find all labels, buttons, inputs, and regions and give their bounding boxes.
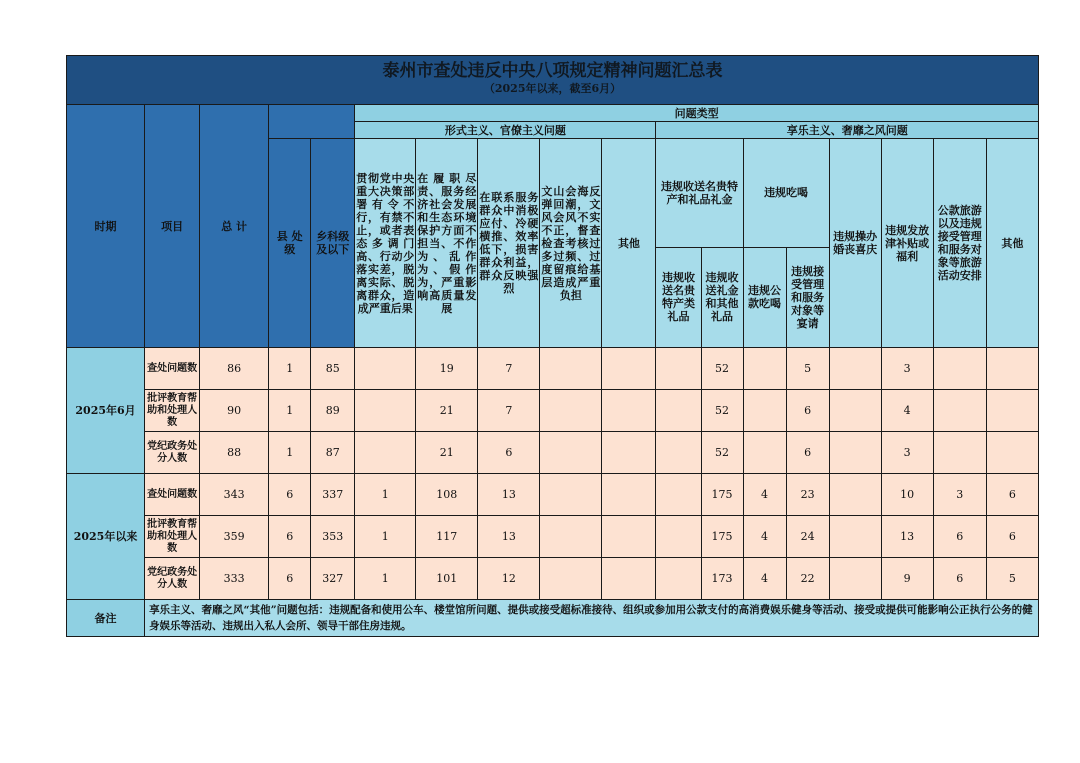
value-cell: 6 [786,390,829,432]
value-cell: 13 [478,474,540,516]
item-cell: 批评教育帮助和处理人数 [145,516,200,558]
value-cell [986,348,1038,390]
value-cell: 4 [743,516,786,558]
header-eating: 违规吃喝 [743,139,829,248]
value-cell: 6 [986,516,1038,558]
header-total: 总 计 [200,105,269,348]
header-travel: 公款旅游以及违规接受管理和服务对象等旅游活动安排 [933,139,986,348]
header-blank [269,105,355,139]
value-cell: 108 [416,474,478,516]
value-cell: 175 [701,474,743,516]
value-cell: 3 [881,432,933,474]
value-cell: 89 [311,390,355,432]
value-cell: 1 [269,390,311,432]
value-cell [986,432,1038,474]
value-cell: 5 [986,558,1038,600]
value-cell: 173 [701,558,743,600]
value-cell [602,516,656,558]
header-township-level: 乡科级及以下 [311,139,355,348]
header-county-level: 县 处 级 [269,139,311,348]
value-cell: 5 [786,348,829,390]
header-allowance: 违规发放津补贴或福利 [881,139,933,348]
value-cell: 7 [478,390,540,432]
value-cell [656,390,701,432]
value-cell: 23 [786,474,829,516]
title-block [66,55,1039,104]
value-cell: 21 [416,432,478,474]
value-cell [743,348,786,390]
value-cell: 6 [269,516,311,558]
item-cell: 查处问题数 [145,474,200,516]
value-cell: 87 [311,432,355,474]
value-cell [656,474,701,516]
page-subtitle: （2025年以来，截至6月） [483,82,622,95]
value-cell [656,516,701,558]
value-cell: 13 [881,516,933,558]
value-cell [656,558,701,600]
value-cell [829,474,881,516]
value-cell [540,558,602,600]
value-cell [602,348,656,390]
value-cell [829,390,881,432]
header-issue-type: 问题类型 [355,105,1039,122]
value-cell [540,432,602,474]
table-row [67,348,1039,390]
value-cell [933,390,986,432]
value-cell: 1 [269,432,311,474]
value-cell: 88 [200,432,269,474]
value-cell: 1 [355,474,416,516]
value-cell [829,432,881,474]
header-gift-money: 违规收送礼金和其他礼品 [701,247,743,347]
value-cell: 175 [701,516,743,558]
table-row [67,558,1039,600]
item-cell: 党纪政务处分人数 [145,558,200,600]
note-text: 享乐主义、奢靡之风“其他”问题包括：违规配备和使用公车、楼堂馆所问题、提供或接受超标准接待、组织或参加用公款支付的高消费娱乐健身等活动、接受或提供可能影响公正执行公务的健身娱乐等活动、违规出入私人会所、领导干部住房违规。 [145,600,1039,637]
value-cell: 327 [311,558,355,600]
header-eat-public: 违规公款吃喝 [743,247,786,347]
value-cell [602,474,656,516]
value-cell: 1 [355,558,416,600]
header-formalism-1 [355,139,416,348]
value-cell: 24 [786,516,829,558]
value-cell: 12 [478,558,540,600]
value-cell: 6 [933,516,986,558]
value-cell: 13 [478,516,540,558]
value-cell: 52 [701,348,743,390]
value-cell: 21 [416,390,478,432]
value-cell: 1 [355,516,416,558]
value-cell: 101 [416,558,478,600]
value-cell: 343 [200,474,269,516]
value-cell: 6 [986,474,1038,516]
value-cell: 22 [786,558,829,600]
value-cell [829,348,881,390]
value-cell [355,432,416,474]
value-cell: 6 [786,432,829,474]
header-item: 项目 [145,105,200,348]
header-gift-specialty: 违规收送名贵特产类礼品 [656,247,701,347]
value-cell [540,474,602,516]
value-cell: 333 [200,558,269,600]
header-formalism-3: 在联系服务群众中消极应付、冷硬横推、效率低下，损害群众利益，群众反映强烈 [478,139,540,348]
item-cell: 批评教育帮助和处理人数 [145,390,200,432]
value-cell [540,516,602,558]
table-row [67,474,1039,516]
period-cell: 2025年以来 [67,474,145,600]
value-cell [986,390,1038,432]
value-cell: 90 [200,390,269,432]
value-cell [656,348,701,390]
value-cell: 86 [200,348,269,390]
value-cell [540,348,602,390]
value-cell: 85 [311,348,355,390]
value-cell: 10 [881,474,933,516]
period-cell: 2025年6月 [67,348,145,474]
value-cell [355,348,416,390]
table-row [67,390,1039,432]
value-cell: 359 [200,516,269,558]
table-row [67,516,1039,558]
value-cell: 6 [269,474,311,516]
header-gift: 违规收送名贵特产和礼品礼金 [656,139,743,248]
value-cell [602,432,656,474]
header-period: 时期 [67,105,145,348]
value-cell: 7 [478,348,540,390]
value-cell: 4 [743,558,786,600]
header-hedonism-group: 享乐主义、奢靡之风问题 [656,122,1039,139]
value-cell: 4 [881,390,933,432]
item-cell: 查处问题数 [145,348,200,390]
value-cell [829,558,881,600]
value-cell [602,390,656,432]
header-formalism-group: 形式主义、官僚主义问题 [355,122,656,139]
summary-sheet [66,55,1039,637]
header-formalism-1-text: 贯彻党中央重大决策部署有令不行，有禁不止，或者表态多调门高、行动少落实差，脱离实际、脱离群众，造成严重后果 [356,171,415,315]
value-cell [743,432,786,474]
value-cell [602,558,656,600]
value-cell: 9 [881,558,933,600]
value-cell [355,390,416,432]
value-cell: 6 [478,432,540,474]
header-eat-banquet: 违规接受管理和服务对象等宴请 [786,247,829,347]
value-cell: 1 [269,348,311,390]
value-cell: 52 [701,432,743,474]
value-cell: 52 [701,390,743,432]
value-cell: 19 [416,348,478,390]
value-cell: 353 [311,516,355,558]
value-cell [656,432,701,474]
value-cell [933,348,986,390]
summary-table [66,104,1039,637]
value-cell [743,390,786,432]
value-cell: 3 [881,348,933,390]
table-row [67,432,1039,474]
header-formalism-2: 在履职尽责、服务经济社会发展和生态环境保护方面不担当、不作为、乱作为、假作为，严重影响高质量发展 [416,139,478,348]
value-cell: 337 [311,474,355,516]
table-body [67,348,1039,600]
value-cell [540,390,602,432]
header-formalism-other: 其他 [602,139,656,348]
item-cell: 党纪政务处分人数 [145,432,200,474]
value-cell: 4 [743,474,786,516]
value-cell: 3 [933,474,986,516]
header-wedding: 违规操办婚丧喜庆 [829,139,881,348]
page-title: 泰州市查处违反中央八项规定精神问题汇总表 [382,61,723,81]
header-hedonism-other: 其他 [986,139,1038,348]
header-formalism-4: 文山会海反弹回潮，文风会风不实不正，督查检查考核过多过频、过度留痕给基层造成严重负担 [540,139,602,348]
value-cell: 117 [416,516,478,558]
value-cell: 6 [269,558,311,600]
value-cell [933,432,986,474]
value-cell: 6 [933,558,986,600]
note-label: 备注 [67,600,145,637]
value-cell [829,516,881,558]
